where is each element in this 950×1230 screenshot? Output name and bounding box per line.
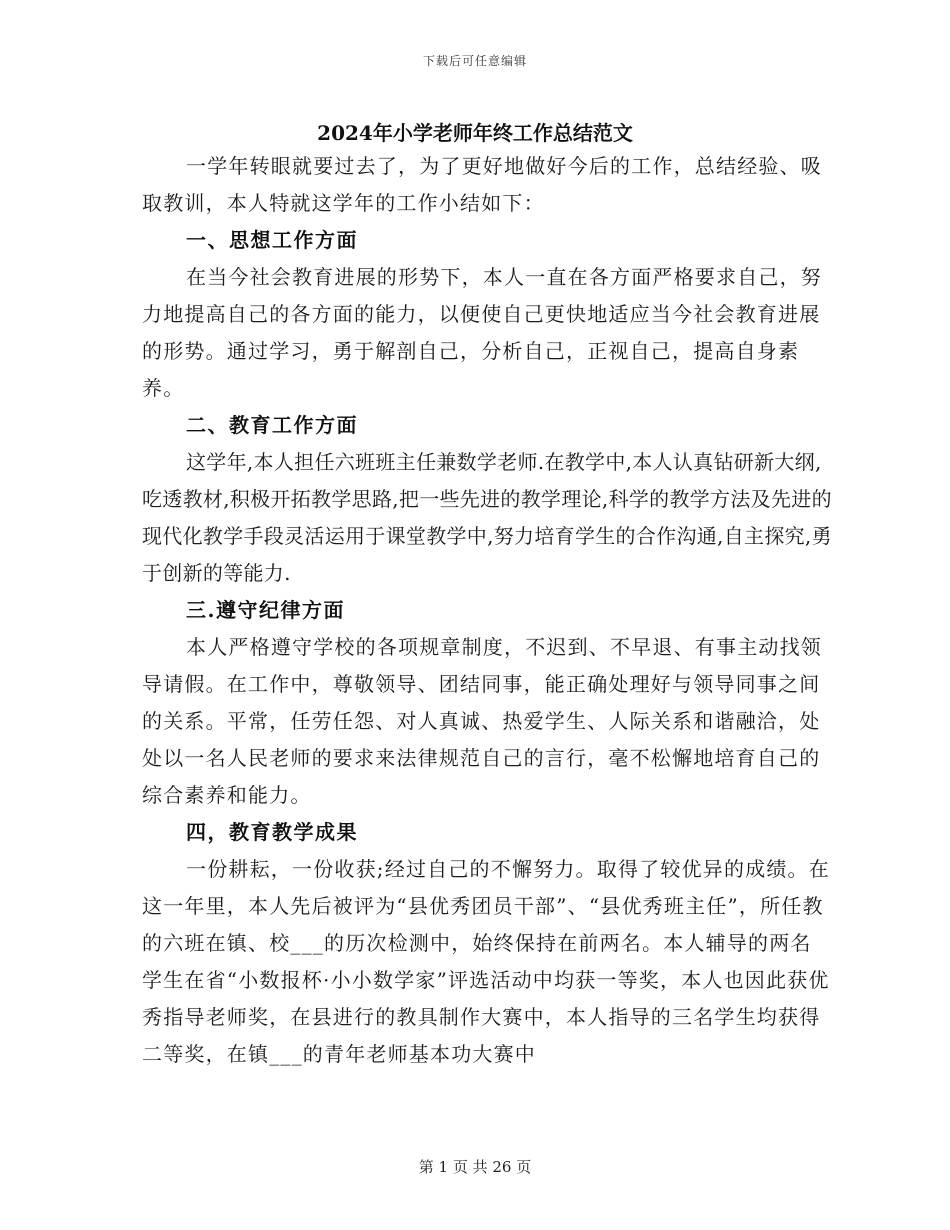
section-body-education: 这学年,本人担任六班班主任兼数学老师.在教学中,本人认真钻研新大纲,吃透教材,积极开拓教学思路,把一些先进的教学理论,科学的教学方法及先进的现代化教学手段灵活运用于课堂教学中,努力培育学生的合作沟通,自主探究,勇于创新的等能力. [142, 450, 832, 585]
page-number-footer: 第 1 页 共 26 页 [418, 1158, 532, 1176]
section-heading-thought: 一、思想工作方面 [186, 228, 358, 252]
section-heading-discipline: 三.遵守纪律方面 [186, 598, 345, 622]
document-title: 2024年小学老师年终工作总结范文 [317, 121, 633, 145]
section-heading-education: 二、教育工作方面 [186, 413, 358, 437]
header-note: 下载后可任意编辑 [422, 54, 527, 68]
section-heading-achievements: 四，教育教学成果 [186, 820, 358, 844]
section-body-achievements: 一份耕耘，一份收获;经过自己的不懈努力。取得了较优异的成绩。在这一年里，本人先后被评为“县优秀团员干部”、“县优秀班主任”，所任教的六班在镇、校___的历次检测中，始终保持在前两名。本人辅导的两名学生在省“小数报杯·小小数学家”评选活动中均获一等奖，本人也因此获优秀指导老师奖，在县进行的教具制作大赛中，本人指导的三名学生均获得二等奖，在镇___的青年老师基本功大赛中 [142, 857, 830, 1066]
section-body-discipline: 本人严格遵守学校的各项规章制度，不迟到、不早退、有事主动找领导请假。在工作中，尊敬领导、团结同事，能正确处理好与领导同事之间的关系。平常，任劳任怨、对人真诚、热爱学生、人际关系和谐融洽，处处以一名人民老师的要求来法律规范自己的言行，毫不松懈地培育自己的综合素养和能力。 [142, 635, 822, 807]
intro-paragraph: 一学年转眼就要过去了，为了更好地做好今后的工作，总结经验、吸取教训，本人特就这学年的工作小结如下： [142, 154, 822, 215]
document-body [142, 148, 832, 1073]
section-body-thought: 在当今社会教育进展的形势下，本人一直在各方面严格要求自己，努力地提高自己的各方面的能力，以便使自己更快地适应当今社会教育进展的形势。通过学习，勇于解剖自己，分析自己，正视自己，提高自身素养。 [142, 265, 822, 400]
